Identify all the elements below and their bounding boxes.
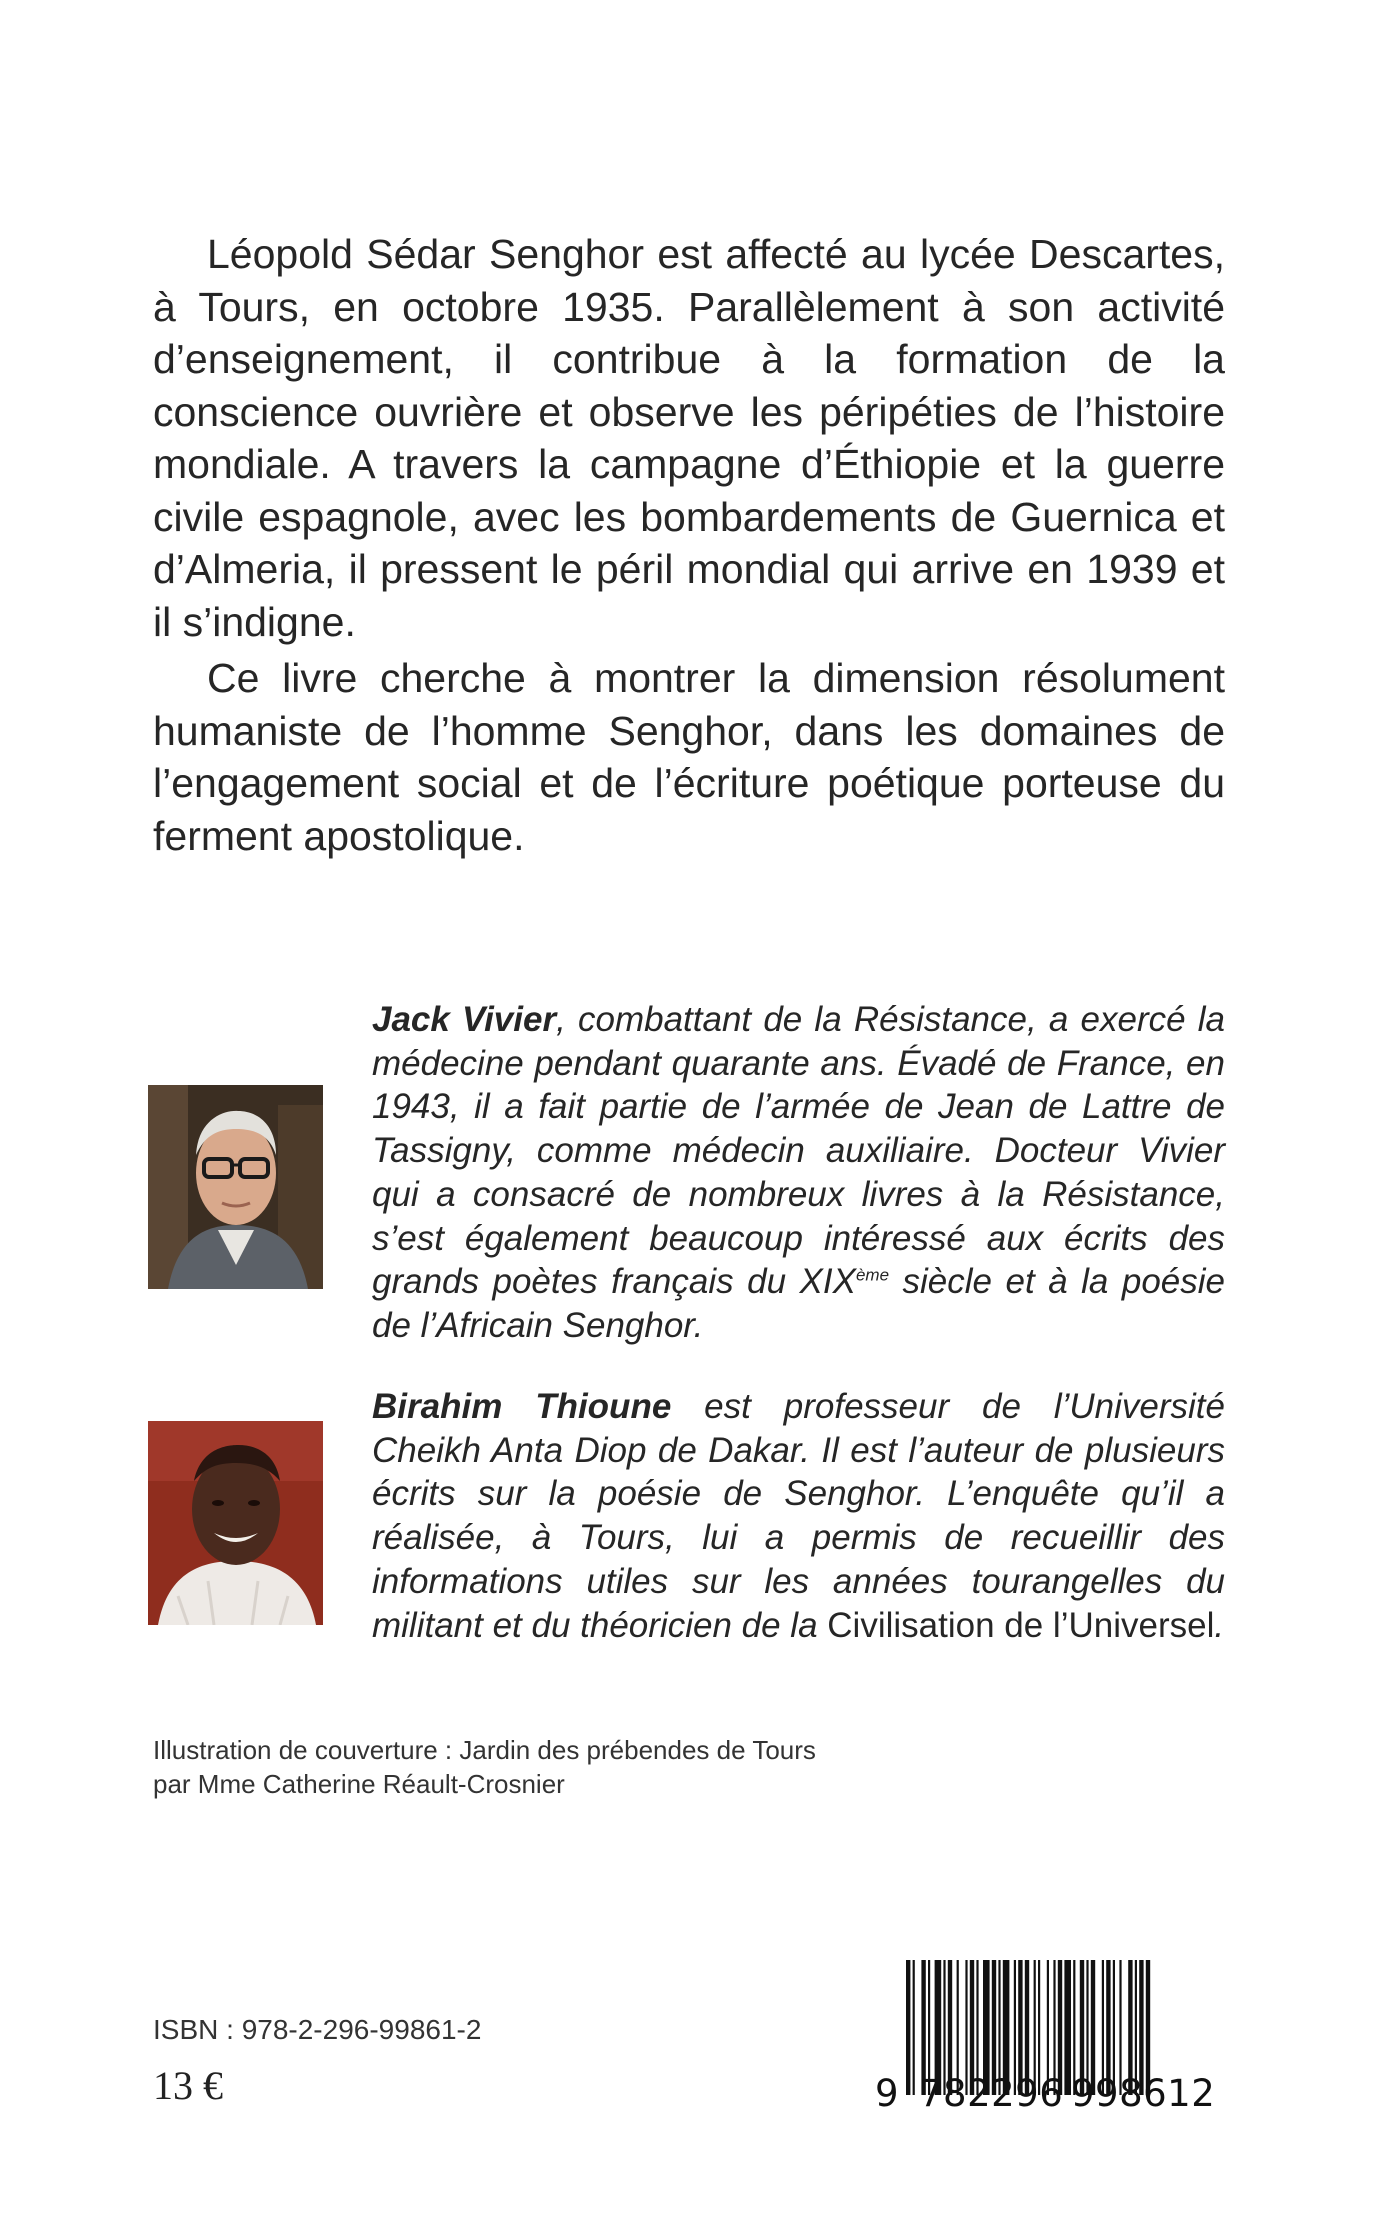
barcode-bar — [906, 1960, 910, 2095]
back-cover-summary — [153, 228, 1225, 862]
cover-illustration-credit — [153, 1733, 816, 1801]
author-name: Birahim Thioune — [372, 1387, 672, 1426]
author-bio-jack-vivier — [372, 998, 1225, 1348]
price-label: 13 € — [153, 2063, 223, 2108]
summary-paragraph-2: Ce livre cherche à montrer la dimension résolument humaniste de l’homme Senghor, dans les domaines de l’engagement social et de l’écriture poétique porteuse du ferment apostolique. — [153, 655, 1225, 859]
barcode-bar — [1064, 1960, 1071, 2095]
author-bio-text-end: . — [1214, 1605, 1225, 1645]
barcode-bar — [913, 1960, 915, 2095]
superscript-suffix: ème — [855, 1265, 890, 1285]
author-photo-birahim-thioune — [148, 1421, 323, 1625]
barcode-lead-digit: 9 — [875, 2072, 900, 2115]
author-bio-text-end: siècle et à la poésie de l’Africain Senghor. — [372, 1262, 1225, 1345]
summary-paragraph-1: Léopold Sédar Senghor est affecté au lycée Descartes, à Tours, en octobre 1935. Parallèlement à son activité d’enseignement, il contribue à la formation de la conscience ouvrière et observe les péripéties de l’histoire mondiale. A travers la campagne d’Éthiopie et la guerre civile espagnole, avec les bombardements de Guernica et d’Almeria, il pressent le péril mondial qui arrive en 1939 et il s’indigne. — [153, 231, 1225, 645]
credit-line-2: par Mme Catherine Réault-Crosnier — [153, 1769, 565, 1799]
book-concept-title: Civilisation de l’Universel — [827, 1605, 1215, 1645]
barcode-group-1: 782296 — [919, 2072, 1064, 2115]
credit-line-1: Illustration de couverture : Jardin des prébendes de Tours — [153, 1735, 816, 1765]
isbn-label: ISBN : 978-2-296-99861-2 — [153, 2014, 482, 2045]
barcode-group-2: 998612 — [1071, 2072, 1216, 2115]
portrait-smiling-man — [148, 1421, 323, 1625]
author-bio-text: est professeur de l’Université Cheikh Anta Diop de Dakar. Il est l’auteur de plusieurs écrits sur la poésie de Senghor. L’enquête qu’il a réalisée, à Tours, lui a permis de recueillir des informations utiles sur les années tourangelles du militant et du théoricien de la — [372, 1387, 1225, 1645]
author-photo-jack-vivier — [148, 1085, 323, 1289]
author-bio-text: , combattant de la Résistance, a exercé la médecine pendant quarante ans. Évadé de France, en 1943, il a fait partie de l’armée de Jean de Lattre de Tassigny, comme médecin auxiliaire. Docteur Vivier qui a consacré de nombreux livres à la Résistance, s’est également beaucoup intéressé aux écrits des grands poètes français du XIX — [372, 1000, 1225, 1302]
author-bio-birahim-thioune — [372, 1385, 1225, 1647]
portrait-elderly-man-glasses — [148, 1085, 323, 1289]
author-name: Jack Vivier — [372, 1000, 557, 1039]
